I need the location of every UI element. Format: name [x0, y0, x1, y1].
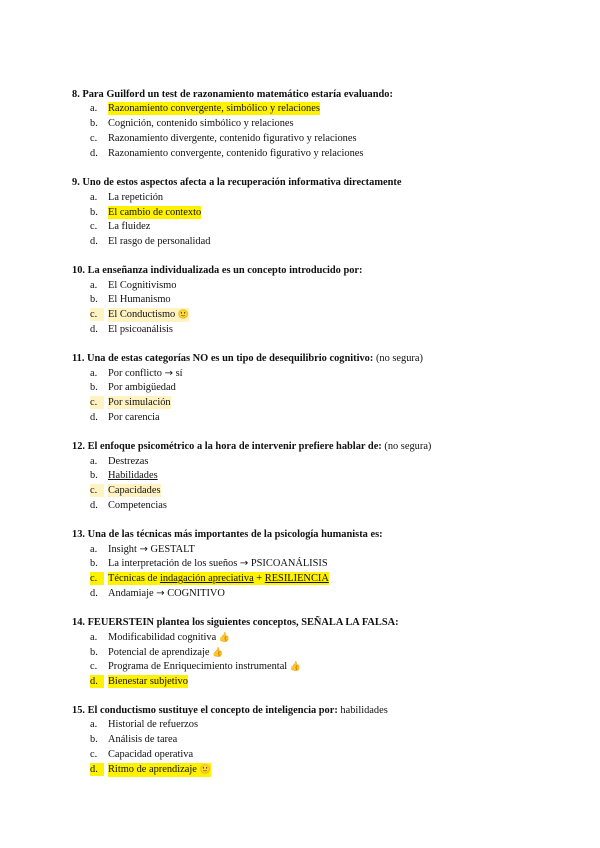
option-text: El psicoanálisis: [108, 324, 173, 335]
right-arrow-icon: →: [156, 588, 165, 599]
option-text-group: [108, 557, 328, 570]
option-note: PSICOANÁLISIS: [250, 558, 328, 569]
option-text-group: [108, 587, 225, 600]
option-text: Capacidad operativa: [108, 749, 194, 760]
option-letter: a.: [90, 368, 98, 379]
option-text: Por ambigüedad: [108, 382, 176, 393]
option-text: Ritmo de aprendizaje: [108, 764, 197, 775]
option-letter: d.: [90, 675, 104, 688]
option-text: Análisis de tarea: [108, 734, 178, 745]
option-text: El Cognitivismo: [108, 280, 177, 291]
option-note: sí: [175, 368, 183, 379]
question-15: [72, 704, 388, 717]
option-text: Insight: [108, 544, 137, 555]
option-letter: b.: [90, 647, 98, 658]
option-text: Por conflicto: [108, 368, 162, 379]
question-stem: 14. FEUERSTEIN plantea los siguientes conceptos, SEÑALA LA FALSA:: [72, 617, 399, 628]
option-underlined-text: indagación apreciativa: [159, 573, 254, 584]
question-13: [72, 528, 383, 541]
option-letter: b.: [90, 558, 98, 569]
option-text-group: [108, 660, 301, 674]
option-note: COGNITIVO: [167, 588, 225, 599]
option-letter: a.: [90, 192, 98, 203]
option-text-group: [108, 308, 189, 322]
option-underlined-text: RESILIENCIA: [264, 573, 329, 584]
question-stem: 9. Uno de estos aspectos afecta a la recuperación informativa directamente: [72, 177, 402, 188]
right-arrow-icon: →: [164, 368, 173, 379]
question-12: [72, 440, 431, 453]
option-letter: c.: [90, 221, 98, 232]
option-letter: d.: [90, 236, 98, 247]
option-text-group: [108, 572, 329, 585]
option-letter: d.: [90, 500, 98, 511]
option-letter: a.: [90, 719, 98, 730]
option-letter: d.: [90, 324, 98, 335]
option-text: Potencial de aprendizaje: [108, 647, 210, 658]
option-text: Andamiaje: [108, 588, 154, 599]
option-letter: c.: [90, 133, 98, 144]
option-text: Competencias: [108, 500, 167, 511]
option-text-group: [108, 763, 211, 777]
option-text: Cognición, contenido simbólico y relaciones: [108, 118, 294, 129]
option-text: La repetición: [108, 192, 164, 203]
option-letter: b.: [90, 118, 98, 129]
option-letter: b.: [90, 382, 98, 393]
option-text: El Conductismo: [108, 309, 176, 320]
option-note: GESTALT: [150, 544, 195, 555]
option-text: Historial de refuerzos: [108, 719, 199, 730]
option-letter: d.: [90, 148, 98, 159]
option-letter: c.: [90, 661, 98, 672]
option-text-group: [108, 543, 195, 556]
question-14: [72, 616, 399, 629]
option-letter: a.: [90, 280, 98, 291]
option-text: Razonamiento convergente, contenido figurativo y relaciones: [108, 148, 364, 159]
right-arrow-icon: →: [239, 558, 249, 569]
option-letter: a.: [90, 456, 98, 467]
question-10: [72, 264, 363, 277]
question-note: (no segura): [381, 441, 432, 452]
question-11: [72, 352, 423, 365]
question-stem: 10. La enseñanza individualizada es un concepto introducido por:: [72, 265, 363, 276]
option-letter: b.: [90, 294, 98, 305]
thumbs-up-icon: 👍: [289, 662, 302, 672]
option-text-group: [108, 367, 183, 380]
option-text: Razonamiento convergente, simbólico y relaciones: [108, 103, 320, 114]
question-stem: 11. Una de estas categorías NO es un tipo de desequilibrio cognitivo:: [72, 353, 374, 364]
question-stem: 12. El enfoque psicométrico a la hora de intervenir prefiere hablar de:: [72, 441, 382, 452]
smiley-icon: 🙂: [177, 310, 190, 320]
option-text: La interpretación de los sueños: [108, 558, 238, 569]
option-text: Razonamiento divergente, contenido figurativo y relaciones: [108, 133, 357, 144]
option-text: Bienestar subjetivo: [108, 676, 188, 687]
option-letter: d.: [90, 412, 98, 423]
option-text: El rasgo de personalidad: [108, 236, 211, 247]
option-text: Destrezas: [108, 456, 149, 467]
question-note: (no segura): [373, 353, 423, 364]
question-9: [72, 176, 401, 189]
option-text: Por simulación: [108, 397, 171, 408]
option-letter: c.: [90, 484, 104, 497]
option-letter: b.: [90, 734, 98, 745]
option-letter: a.: [90, 632, 98, 643]
question-stem: 13. Una de las técnicas más importantes de la psicología humanista es:: [72, 529, 383, 540]
option-text: La fluidez: [108, 221, 151, 232]
question-note: habilidades: [337, 705, 388, 716]
option-letter: a.: [90, 103, 98, 114]
option-letter: d.: [90, 763, 104, 776]
question-8: [72, 88, 393, 101]
option-plus: +: [253, 573, 265, 584]
option-letter: c.: [90, 308, 104, 321]
option-text: El Humanismo: [108, 294, 171, 305]
option-text: El cambio de contexto: [108, 207, 202, 218]
option-text: Habilidades: [108, 470, 158, 481]
option-text: Por carencia: [108, 412, 160, 423]
question-stem: 8. Para Guilford un test de razonamiento matemático estaría evaluando:: [72, 89, 393, 100]
option-text-group: [108, 646, 223, 660]
smiley-icon: 🙂: [199, 765, 211, 775]
option-letter: a.: [90, 544, 98, 555]
option-text-group: [108, 631, 230, 645]
option-letter: c.: [90, 396, 104, 409]
thumbs-up-icon: 👍: [218, 633, 231, 643]
option-text: Modificabilidad cognitiva: [108, 632, 217, 643]
option-letter: c.: [90, 749, 98, 760]
right-arrow-icon: →: [139, 544, 148, 555]
option-letter: b.: [90, 470, 98, 481]
thumbs-up-icon: 👍: [212, 648, 224, 658]
option-letter: b.: [90, 207, 98, 218]
option-text: Técnicas de: [108, 573, 160, 584]
option-letter: c.: [90, 572, 104, 585]
option-letter: d.: [90, 588, 98, 599]
option-text: Capacidades: [108, 485, 161, 496]
question-stem: 15. El conductismo sustituye el concepto de inteligencia por:: [72, 705, 338, 716]
option-text: Programa de Enriquecimiento instrumental: [108, 661, 288, 672]
